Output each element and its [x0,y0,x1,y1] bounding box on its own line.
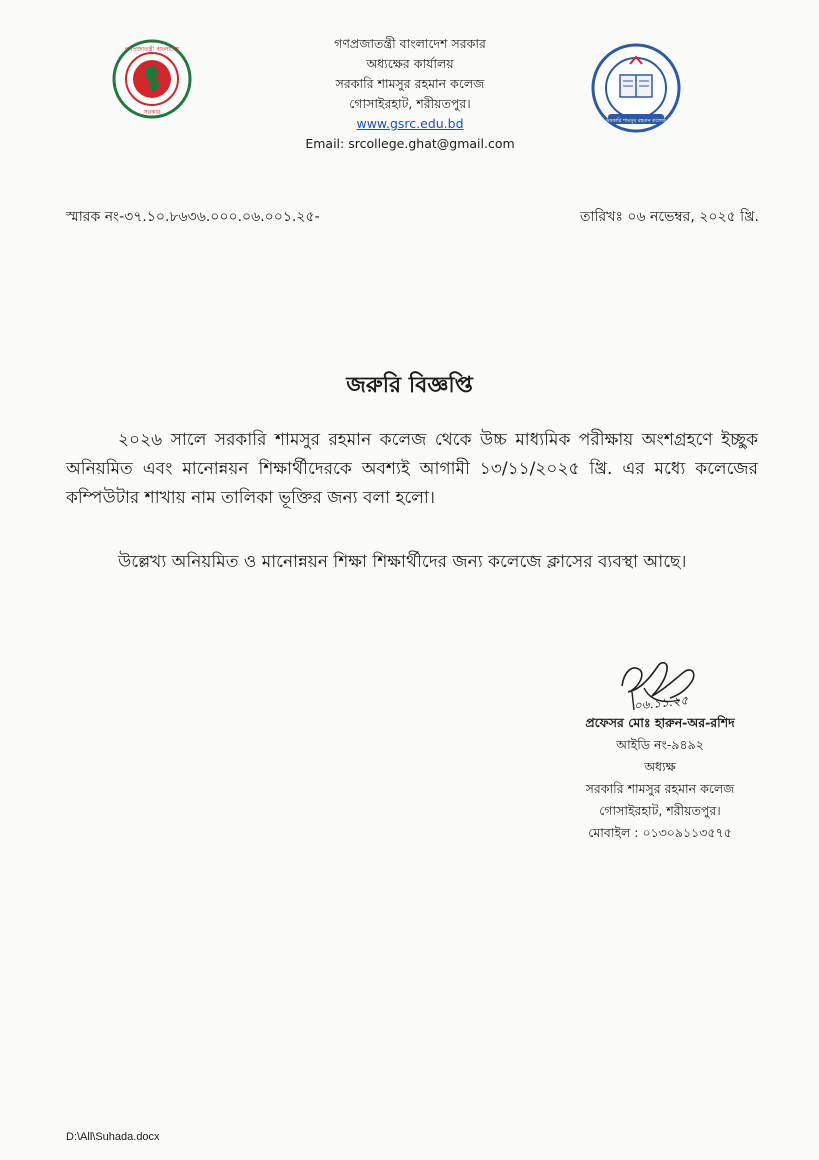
signatory-location: গোসাইরহাট, শরীয়তপুর। [599,803,721,818]
header-line-address: গোসাইরহাট, শরীয়তপুর। [349,96,471,111]
signatory-college: সরকারি শামসুর রহমান কলেজ [585,781,735,796]
government-seal-logo [108,38,196,120]
website-link[interactable]: www.gsrc.edu.bd [356,116,464,131]
notice-title: জরুরি বিজ্ঞপ্তি [346,373,473,398]
college-emblem-logo [586,42,686,134]
signatory-name: প্রফেসর মোঃ হারুন-অর-রশিদ [585,715,735,730]
signature-date: ০৬.১১.২৫ [633,693,689,713]
letterhead [250,34,570,154]
notice-paragraph-2: উল্লেখ্য অনিয়মিত ও মানোন্নয়ন শিক্ষা শিক্ষার্থীদের জন্য কলেজে ক্লাসের ব্যবস্থা আছে। [118,552,687,572]
signature-block [540,712,780,844]
signatory-id: আইডি নং-৯৪৯২ [616,737,704,752]
svg-text:সরকার: সরকার [143,109,161,116]
signatory-designation: অধ্যক্ষ [644,759,676,774]
svg-text:সরকারি শামসুর রহমান কলেজ: সরকারি শামসুর রহমান কলেজ [606,118,666,124]
header-line-office: অধ্যক্ষের কার্যালয় [366,56,454,71]
email-line: Email: srcollege.ghat@gmail.com [305,136,515,151]
file-path-footer: D:\All\Suhada.docx [66,1131,160,1143]
memo-number: স্মারক নং-৩৭.১০.৮৬৩৬.০০০.০৬.০০১.২৫- [66,209,320,225]
signatory-mobile: মোবাইল : ০১৩০৯১১৩৫৭৫ [588,825,732,840]
header-line-government: গণপ্রজাতন্ত্রী বাংলাদেশ সরকার [334,36,486,51]
header-line-college: সরকারি শামসুর রহমান কলেজ [335,76,485,91]
notice-paragraph-1: ২০২৬ সালে সরকারি শামসুর রহমান কলেজ থেকে উচ্চ মাধ্যমিক পরীক্ষায় অংশগ্রহণে ইচ্ছুক অনিয়মিত এবং মানোন্নয়ন শিক্ষার্থীদেরকে অবশ্যই আগামী ১৩/১১/২০২৫ খ্রি. এর মধ্যে কলেজের কম্পিউটার শাখায় নাম তালিকা ভূক্তির জন্য বলা হলো। [66,430,758,508]
memo-date: তারিখঃ ০৬ নভেম্বর, ২০২৫ খ্রি. [579,209,759,225]
svg-text:গণপ্রজাতন্ত্রী বাংলাদেশ: গণপ্রজাতন্ত্রী বাংলাদেশ [124,46,180,53]
